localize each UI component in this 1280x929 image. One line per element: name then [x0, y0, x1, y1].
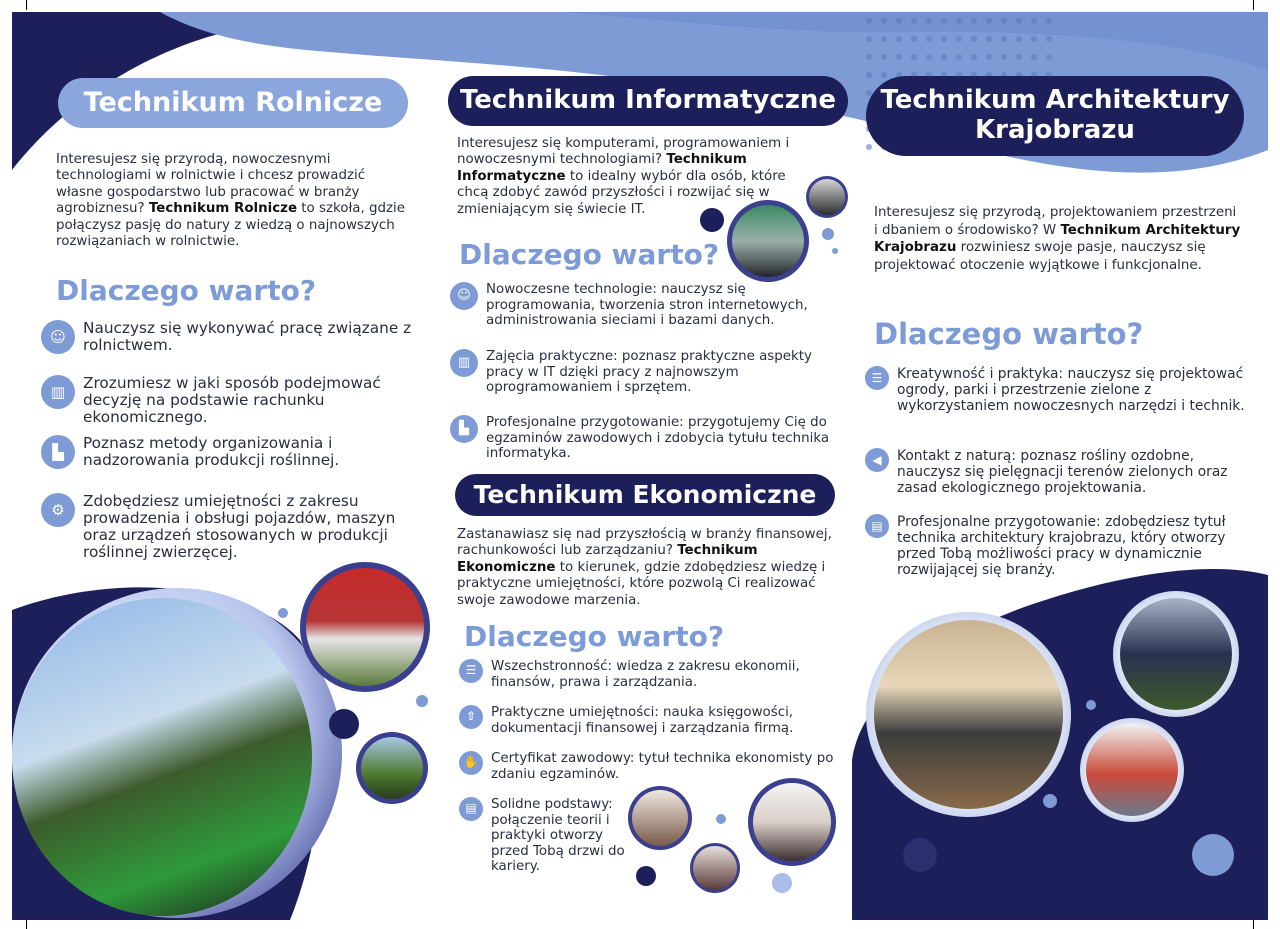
why-heading-informatyczne: Dlaczego warto? — [459, 238, 720, 271]
decor-dot — [1086, 700, 1096, 710]
benefit-item — [450, 415, 845, 462]
benefit-text: Zrozumiesz w jaki sposób podejmować decyzję na podstawie rachunku ekonomicznego. — [83, 374, 381, 426]
benefit-item — [450, 282, 845, 329]
crop-mark — [1253, 0, 1254, 10]
crop-mark — [26, 919, 27, 929]
why-heading-architektury: Dlaczego warto? — [874, 317, 1144, 351]
decor-dot — [636, 866, 656, 886]
decor-dot — [903, 838, 937, 872]
benefit-text: Solidne podstawy: połączenie teorii i praktyki otworzy przed Tobą drzwi do kariery. — [491, 797, 625, 874]
section-title-informatyczne: Technikum Informatyczne — [448, 76, 848, 126]
factory-icon: ▙ — [450, 415, 478, 443]
benefit-text: Kreatywność i praktyka: nauczysz się projektować ogrody, parki i przestrzenie zielone z wykorzystaniem nowoczesnych narzędzi i technik. — [897, 366, 1245, 414]
benefit-item — [41, 493, 421, 561]
hand-icon: ✋ — [459, 751, 483, 775]
benefit-item — [41, 375, 421, 426]
field-machine-photo — [361, 737, 423, 799]
intro-informatyczne: Interesujesz się komputerami, programowaniem i nowoczesnymi technologiami? Technikum Informatyczne to idealny wybór dla osób, które chcą zdobyć zawód przyszłości i rozwijać się w zmieniającym się świecie IT. — [457, 136, 790, 217]
upload-icon: ⇧ — [459, 705, 483, 729]
intro-ekonomiczne: Zastanawiasz się nad przyszłością w branży finansowej, rachunkowości lub zarządzaniu? Technikum Ekonomiczne to kierunek, gdzie zdobędziesz wiedzę i praktyczne umiejętności, które pozwolą Ci realizować swoje zawodowe marzenia. — [457, 527, 832, 608]
benefit-text: Poznasz metody organizowania i nadzorowania produkcji roślinnej. — [83, 434, 340, 469]
benefit-text: Certyfikat zawodowy: tytuł technika ekonomisty po zdaniu egzaminów. — [491, 751, 834, 782]
document-icon: ▤ — [865, 514, 889, 538]
benefit-text: Zdobędziesz umiejętności z zakresu prowadzenia i obsługi pojazdów, maszyn oraz urządzeń stosowanych w produkcji roślinnej zwierzęcej. — [83, 492, 396, 561]
intro-architektury: Interesujesz się przyrodą, projektowaniem przestrzeni i dbaniem o środowisko? W Technikum Architektury Krajobrazu rozwiniesz swoje pasje, nauczysz się projektować otoczenie wyjątkowe i funkcjonalne. — [874, 205, 1241, 273]
benefit-text: Profesjonalne przygotowanie: zdobędziesz tytuł technika architektury krajobrazu, który otworzy przed Tobą możliwości pracy w dynamicznie rozwijającej się branży. — [897, 514, 1226, 578]
students-photo — [693, 846, 737, 890]
benefit-text: Praktyczne umiejętności: nauka księgowości, dokumentacji finansowej i zarządzania firmą. — [491, 705, 794, 736]
why-heading-rolnicze: Dlaczego warto? — [56, 274, 317, 307]
benefit-item — [459, 797, 629, 875]
students-on-tractor-photo — [12, 598, 312, 916]
crop-mark — [26, 0, 27, 10]
intro-rolnicze: Interesujesz się przyrodą, nowoczesnymi technologiami w rolnictwie i chcesz prowadzić własne gospodarstwo lub pracować w branży agrobiznesu? Technikum Rolnicze to szkoła, gdzie połączysz pasję do natury z wiedzą o najnowszych rozwiązaniach w rolnictwie. — [56, 152, 405, 250]
factory-icon: ▙ — [41, 435, 75, 469]
document-icon: ▤ — [459, 797, 483, 821]
benefit-item — [459, 705, 849, 736]
decor-dot — [772, 873, 792, 893]
benefit-text: Wszechstronność: wiedza z zakresu ekonomii, finansów, prawa i zarządzania. — [491, 659, 800, 690]
list-icon: ☰ — [865, 366, 889, 390]
benefit-item — [865, 366, 1245, 414]
decor-dot — [1043, 794, 1057, 808]
decor-dot — [716, 814, 726, 824]
benefit-text: Nauczysz się wykonywać pracę związane z rolnictwem. — [83, 319, 412, 354]
gardening-photo — [1120, 598, 1232, 710]
bar-chart-icon: ▥ — [450, 349, 478, 377]
section-title-rolnicze: Technikum Rolnicze — [58, 78, 408, 128]
megaphone-icon: ◀ — [865, 448, 889, 472]
list-icon: ☰ — [459, 659, 483, 683]
people-icon: ☺ — [450, 282, 478, 310]
bar-chart-icon: ▥ — [41, 375, 75, 409]
benefit-text: Nowoczesne technologie: nauczysz się programowania, tworzenia stron internetowych, administrowania sieciami i bazami danych. — [486, 282, 808, 328]
decor-dot — [832, 248, 838, 254]
benefit-item — [450, 349, 845, 396]
students-group-photo — [632, 790, 688, 846]
decor-dot — [1192, 834, 1234, 876]
decor-dot — [416, 695, 428, 707]
decor-dot — [700, 208, 724, 232]
gears-icon: ⚙ — [41, 493, 75, 527]
benefit-item — [41, 320, 421, 354]
benefit-item — [41, 435, 421, 469]
decor-dot — [329, 709, 359, 739]
section-title-architektury: Technikum Architektury Krajobrazu — [866, 76, 1244, 156]
benefit-text: Profesjonalne przygotowanie: przygotujemy Cię do egzaminów zawodowych i zdobycia tytułu technika informatyka. — [486, 415, 830, 461]
benefit-text: Zajęcia praktyczne: poznasz praktyczne aspekty pracy w IT dzięki pracy z najnowszym oprogramowaniem i sprzętem. — [486, 349, 812, 395]
decor-dot — [822, 228, 834, 240]
classroom-photo — [809, 179, 845, 215]
school-visit-photo — [1086, 724, 1178, 816]
computer-lab-photo — [732, 205, 804, 277]
benefit-item — [865, 514, 1245, 578]
presentation-classroom-photo — [874, 620, 1063, 809]
certificate-event-photo — [753, 783, 831, 861]
cow-farm-photo — [306, 568, 424, 686]
why-heading-ekonomiczne: Dlaczego warto? — [464, 620, 725, 653]
crop-mark — [1253, 919, 1254, 929]
benefit-text: Kontakt z naturą: poznasz rośliny ozdobne, nauczysz się pielęgnacji terenów zielonych oraz zasad ekologicznego projektowania. — [897, 448, 1228, 496]
people-icon: ☺ — [41, 320, 75, 354]
section-title-ekonomiczne: Technikum Ekonomiczne — [455, 474, 835, 516]
benefit-item — [865, 448, 1245, 496]
benefit-item — [459, 659, 849, 690]
decor-dot — [278, 608, 288, 618]
